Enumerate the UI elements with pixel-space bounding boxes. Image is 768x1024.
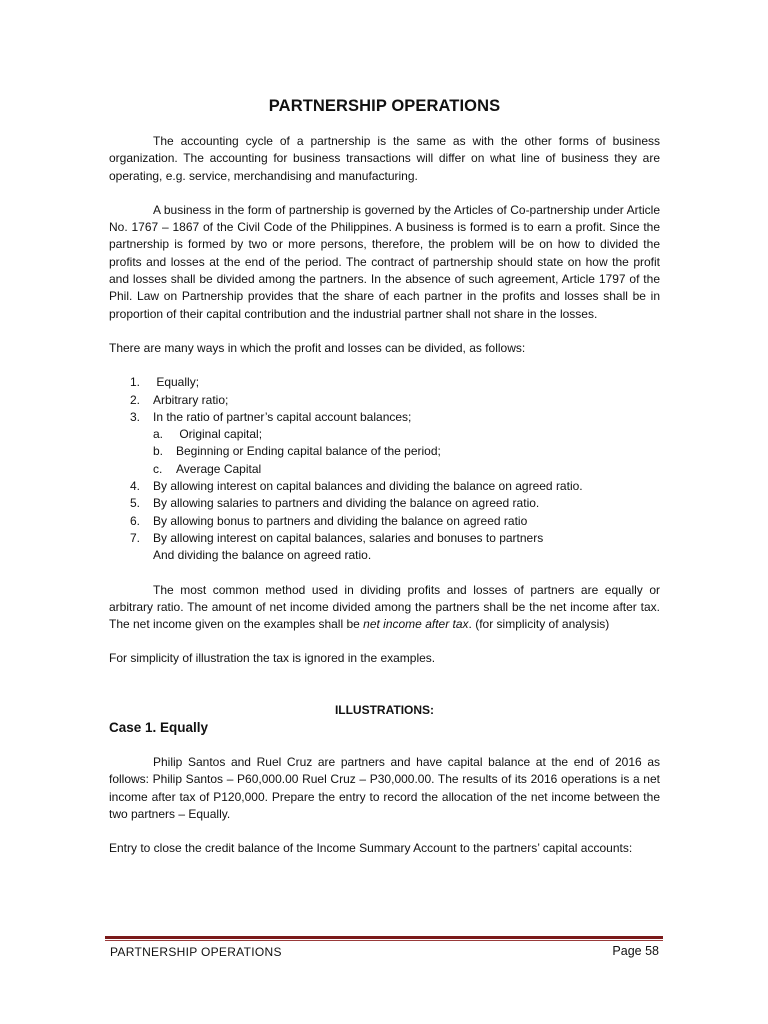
list-item: [109, 530, 660, 565]
paragraph-tax-ignored: For simplicity of illustration the tax is ignored in the examples.: [109, 651, 436, 666]
list-item-text: Arbitrary ratio;: [153, 392, 229, 407]
list-item-number: 7.: [130, 530, 141, 545]
footer-page-number: Page 58: [612, 944, 659, 958]
emphasis-net-income: net income after tax: [363, 617, 469, 632]
case-heading: Case 1. Equally: [109, 720, 209, 736]
illustrations-heading: ILLUSTRATIONS:: [334, 702, 435, 717]
list-item: [109, 478, 660, 495]
list-item-text: By allowing interest on capital balances and dividing the balance on agreed ratio.: [153, 479, 583, 494]
sublist-item-text: Average Capital: [176, 461, 262, 476]
list-item-text: By allowing bonus to partners and dividing the balance on agreed ratio: [153, 513, 528, 528]
capital-ratio-sublist: [153, 426, 660, 478]
sublist-item: [153, 426, 660, 443]
sublist-item: [153, 443, 660, 460]
list-item: [109, 495, 660, 512]
sublist-item-letter: a.: [153, 427, 164, 442]
list-item-number: 3.: [130, 409, 141, 424]
list-item-number: 1.: [130, 375, 141, 390]
sublist-item-text: Original capital;: [176, 427, 263, 442]
list-item: [109, 409, 660, 478]
list-item: [109, 513, 660, 530]
list-item-text: By allowing salaries to partners and dividing the balance on agreed ratio.: [153, 496, 540, 511]
footer-rule: [105, 936, 663, 939]
paragraph-text: The most common method used in dividing profits and losses of partners are equally or arbitrary ratio. The amount of net income divided among the partners shall be the net income after tax. The net income given on the examples shall be: [109, 582, 660, 632]
sublist-item-text: Beginning or Ending capital balance of the period;: [176, 444, 441, 459]
footer-running-title: PARTNERSHIP OPERATIONS: [110, 945, 282, 959]
paragraph-case-facts: Philip Santos and Ruel Cruz are partners and have capital balance at the end of 2016 as follows: Philip Santos – P60,000.00 Ruel Cruz – P30,000.00. The results of its 2016 operations is a net income after tax of P120,000. Prepare the entry to record the allocation of the net income between the two partners – Equally.: [109, 755, 660, 821]
sublist-item-letter: b.: [153, 444, 164, 459]
document-body: [109, 96, 660, 875]
list-item-text: Equally;: [153, 375, 200, 390]
paragraph-closing-entry: Entry to close the credit balance of the Income Summary Account to the partners’ capital accounts:: [109, 841, 633, 856]
list-item-continuation: And dividing the balance on agreed ratio.: [153, 548, 372, 563]
list-intro: There are many ways in which the profit and losses can be divided, as follows:: [109, 340, 526, 355]
list-item: [109, 392, 660, 409]
paragraph-accounting-cycle: The accounting cycle of a partnership is the same as with the other forms of business organization. The accounting for business transactions will differ on what line of business they are operating, e.g. service, merchandising and manufacturing.: [109, 134, 660, 183]
list-item: [109, 374, 660, 391]
list-item-text: In the ratio of partner’s capital account balances;: [153, 409, 412, 424]
list-item-number: 2.: [130, 392, 141, 407]
list-item-number: 6.: [130, 513, 141, 528]
list-item-text: By allowing interest on capital balances, salaries and bonuses to partners: [153, 530, 544, 545]
sublist-item: [153, 461, 660, 478]
division-methods-list: [109, 374, 660, 564]
sublist-item-letter: c.: [153, 461, 163, 476]
paragraph-text: . (for simplicity of analysis): [468, 617, 610, 632]
list-item-number: 4.: [130, 479, 141, 494]
paragraph-partnership-law: A business in the form of partnership is governed by the Articles of Co-partnership under Article No. 1767 – 1867 of the Civil Code of the Philippines. A business is formed is to earn a profit. Since the partnership is formed by two or more persons, therefore, the problem will be on how to divided the profits and losses at the end of the period. The contract of partnership should state on how the profit and losses shall be divided among the partners. In the absence of such agreement, Article 1797 of the Phil. Law on Partnership provides that the share of each partner in the profits and losses shall be in proportion of their capital contribution and the industrial partner shall not share in the losses.: [109, 202, 660, 321]
paragraph-common-method: [109, 582, 660, 634]
page-title: PARTNERSHIP OPERATIONS: [268, 97, 501, 115]
footer-rule-thin: [105, 940, 663, 941]
list-item-number: 5.: [130, 496, 141, 511]
